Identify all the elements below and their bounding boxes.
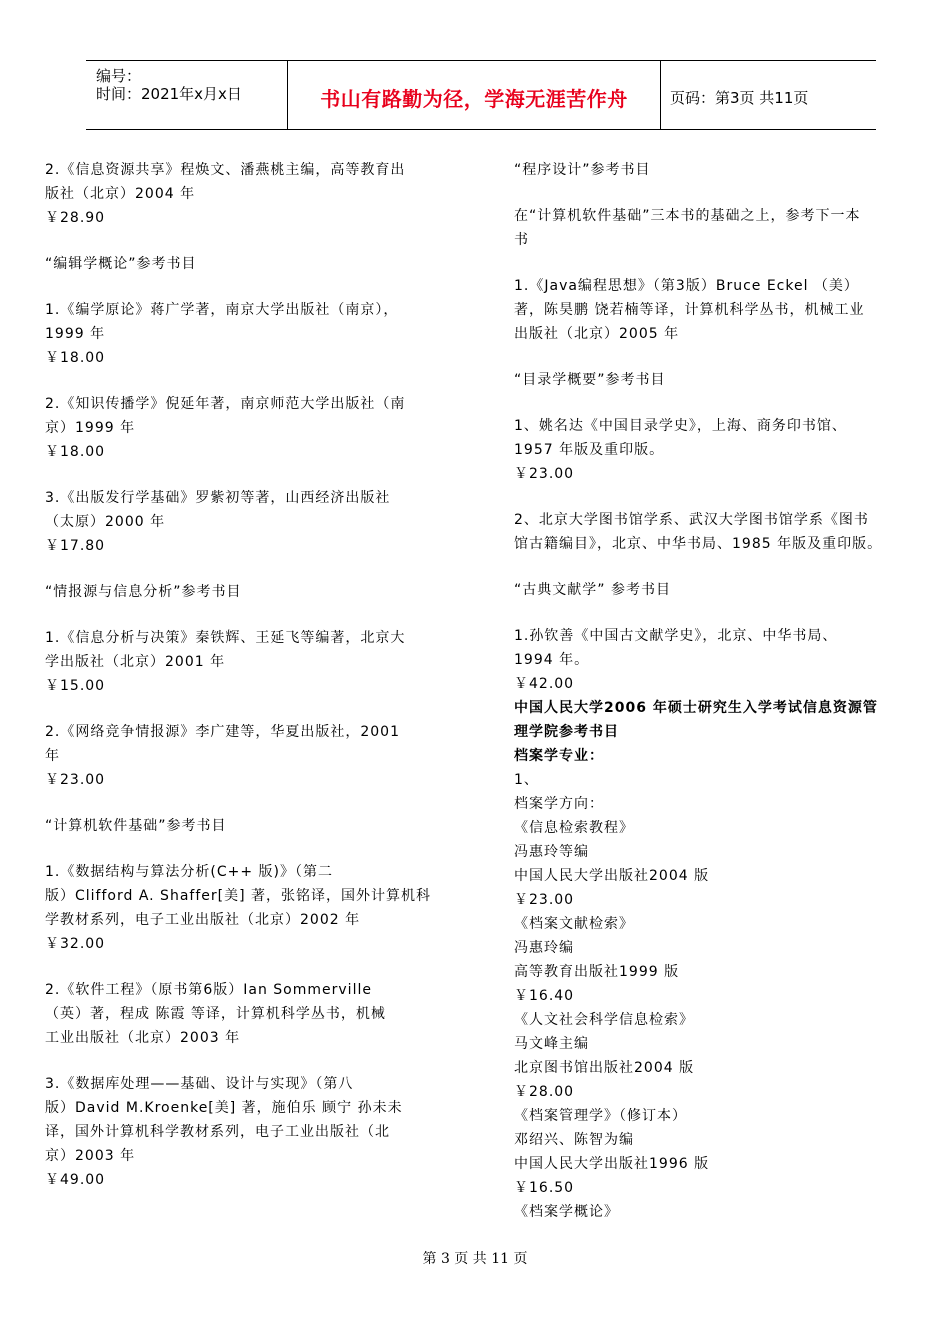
text-line: ￥17.80: [45, 538, 106, 554]
text-line: 1.《Java编程思想》（第3版）Bruce Eckel （美）: [514, 278, 859, 294]
text-line: 高等教育出版社1999 版: [514, 964, 680, 980]
text-line: 2.《知识传播学》倪延年著，南京师范大学出版社（南: [45, 396, 406, 412]
text-line: ￥42.00: [514, 676, 575, 692]
text-line: 在“计算机软件基础”三本书的基础之上，参考下一本: [514, 208, 861, 224]
text-line: 中国人民大学出版社2004 版: [514, 868, 710, 884]
text-line: “编辑学概论”参考书目: [45, 256, 197, 272]
text-line: 著，陈昊鹏 饶若楠等译，计算机科学丛书，机械工业: [514, 302, 865, 318]
text-line: 京）1999 年: [45, 420, 136, 436]
text-line: 《信息检索教程》: [514, 820, 634, 836]
text-line: 版）Clifford A. Shaffer[美] 著，张铭译，国外计算机科: [45, 888, 431, 904]
text-line: 理学院参考书目: [514, 724, 619, 740]
text-line: 《档案文献检索》: [514, 916, 634, 932]
text-line: “古典文献学” 参考书目: [514, 582, 671, 598]
text-line: 1994 年。: [514, 652, 590, 668]
page-info: 页码：第3页 共11页: [670, 89, 809, 107]
text-line: ￥32.00: [45, 936, 106, 952]
text-line: 北京图书馆出版社2004 版: [514, 1060, 695, 1076]
text-line: ￥15.00: [45, 678, 106, 694]
text-line: 1.《数据结构与算法分析(C++ 版)》（第二: [45, 864, 333, 880]
text-line: 2.《网络竞争情报源》李广建等，华夏出版社，2001: [45, 724, 400, 740]
text-line: 1999 年: [45, 326, 106, 342]
paragraph-gap: [45, 464, 455, 486]
text-line: 馆古籍编目》，北京、中华书局、1985 年版及重印版。: [514, 536, 883, 552]
paragraph-gap: [514, 486, 934, 508]
paragraph-gap: [45, 792, 455, 814]
paragraph-gap: [514, 346, 934, 368]
text-line: 中国人民大学出版社1996 版: [514, 1156, 710, 1172]
text-line: 冯惠玲编: [514, 940, 574, 956]
text-line: “计算机软件基础”参考书目: [45, 818, 227, 834]
text-line: ￥23.00: [45, 772, 106, 788]
text-line: 1.《信息分析与决策》秦铁辉、王延飞等编著，北京大: [45, 630, 406, 646]
text-line: 马文峰主编: [514, 1036, 589, 1052]
header-meta: [86, 61, 286, 129]
paragraph-gap: [514, 182, 934, 204]
text-line: 《档案管理学》（修订本）: [514, 1108, 687, 1124]
text-line: 1、姚名达《中国目录学史》，上海、商务印书馆、: [514, 418, 847, 434]
text-line: 档案学专业：: [514, 748, 604, 764]
paragraph-gap: [45, 838, 455, 860]
text-line: ￥23.00: [514, 892, 575, 908]
text-line: ￥18.00: [45, 350, 106, 366]
paragraph-gap: [514, 392, 934, 414]
text-line: 档案学方向：: [514, 796, 604, 812]
right-column: [514, 158, 934, 1224]
text-line: 3.《出版发行学基础》罗紫初等著，山西经济出版社: [45, 490, 391, 506]
text-line: 2、北京大学图书馆学系、武汉大学图书馆学系《图书: [514, 512, 869, 528]
motto: 书山有路勤为径，学海无涯苦作舟: [320, 87, 628, 111]
header-motto-cell: [287, 61, 661, 129]
text-line: ￥16.40: [514, 988, 575, 1004]
page-footer: 第 3 页 共 11 页: [422, 1251, 528, 1267]
text-line: 京）2003 年: [45, 1148, 136, 1164]
text-line: 中国人民大学2006 年硕士研究生入学考试信息资源管: [514, 700, 878, 716]
text-line: “程序设计”参考书目: [514, 162, 651, 178]
text-line: 年: [45, 748, 60, 764]
text-line: 工业出版社（北京）2003 年: [45, 1030, 241, 1046]
time-label: 时间：2021年x月x日: [96, 85, 242, 103]
text-line: 邓绍兴、陈智为编: [514, 1132, 634, 1148]
number-label: 编号：: [96, 67, 142, 85]
paragraph-gap: [45, 604, 455, 626]
text-line: （英）著，程成 陈霞 等译，计算机科学丛书，机械: [45, 1006, 386, 1022]
left-column: [45, 158, 455, 1192]
paragraph-gap: [45, 956, 455, 978]
text-line: 版社（北京）2004 年: [45, 186, 196, 202]
text-line: 1.孙钦善《中国古文献学史》，北京、中华书局、: [514, 628, 838, 644]
paragraph-gap: [514, 556, 934, 578]
paragraph-gap: [45, 1050, 455, 1072]
page-header: [86, 60, 876, 130]
text-line: 2.《软件工程》（原书第6版）Ian Sommerville: [45, 982, 372, 998]
paragraph-gap: [45, 230, 455, 252]
text-line: ￥23.00: [514, 466, 575, 482]
text-line: 学教材系列，电子工业出版社（北京）2002 年: [45, 912, 361, 928]
text-line: 书: [514, 232, 529, 248]
text-line: （太原）2000 年: [45, 514, 166, 530]
text-line: 2.《信息资源共享》程焕文、潘燕桃主编，高等教育出: [45, 162, 406, 178]
paragraph-gap: [45, 370, 455, 392]
text-line: 1.《编学原论》蒋广学著，南京大学出版社（南京），: [45, 302, 399, 318]
text-line: ￥28.00: [514, 1084, 575, 1100]
text-line: 《档案学概论》: [514, 1204, 619, 1220]
text-line: 1、: [514, 772, 539, 788]
header-page-cell: [660, 61, 876, 129]
paragraph-gap: [45, 558, 455, 580]
text-line: ￥16.50: [514, 1180, 575, 1196]
paragraph-gap: [514, 602, 934, 624]
text-line: 3.《数据库处理——基础、设计与实现》（第八: [45, 1076, 354, 1092]
text-line: 学出版社（北京）2001 年: [45, 654, 226, 670]
paragraph-gap: [45, 276, 455, 298]
text-line: “情报源与信息分析”参考书目: [45, 584, 242, 600]
text-line: ￥28.90: [45, 210, 106, 226]
text-line: 版）David M.Kroenke[美] 著，施伯乐 顾宁 孙未未: [45, 1100, 403, 1116]
text-line: 出版社（北京）2005 年: [514, 326, 680, 342]
text-line: 1957 年版及重印版。: [514, 442, 665, 458]
paragraph-gap: [45, 698, 455, 720]
text-line: 译，国外计算机科学教材系列，电子工业出版社（北: [45, 1124, 390, 1140]
text-line: ￥18.00: [45, 444, 106, 460]
text-line: 《人文社会科学信息检索》: [514, 1012, 694, 1028]
paragraph-gap: [514, 252, 934, 274]
text-line: 冯惠玲等编: [514, 844, 589, 860]
text-line: “目录学概要”参考书目: [514, 372, 666, 388]
text-line: ￥49.00: [45, 1172, 106, 1188]
